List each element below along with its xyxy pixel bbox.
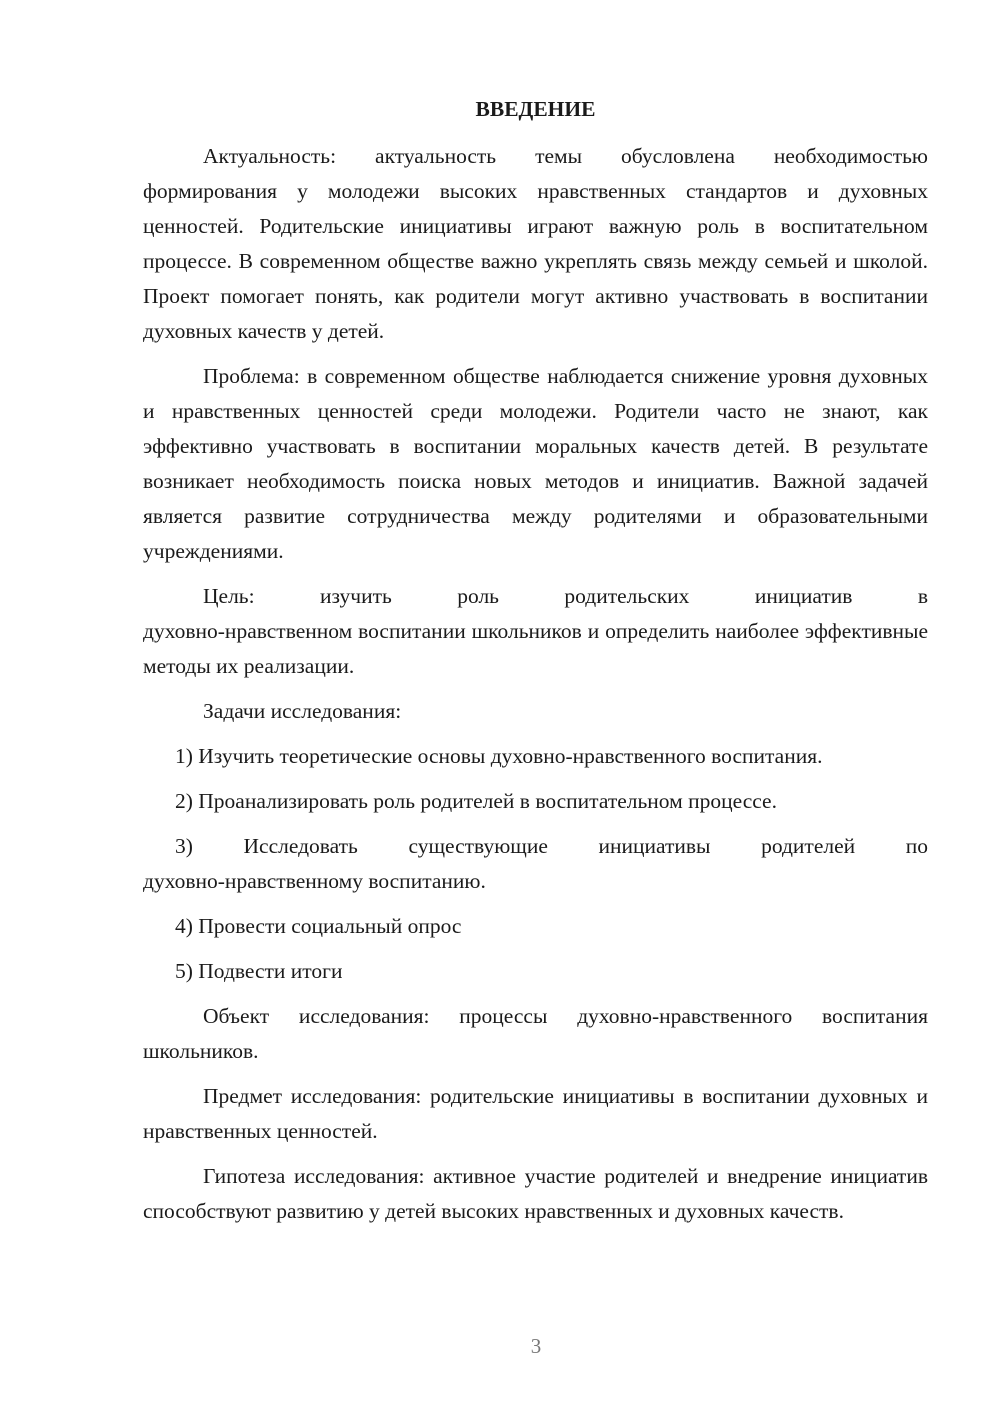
task-item-3 bbox=[143, 829, 928, 899]
page-number: 3 bbox=[530, 1334, 542, 1358]
goal-first-line: Цель: изучить роль родительских инициатив в bbox=[203, 584, 928, 608]
task-item-3-first-line: 3) Исследовать существующие инициативы родителей по bbox=[175, 834, 928, 858]
paragraph-hypothesis: Гипотеза исследования: активное участие родителей и внедрение инициатив способствуют развитию у детей высоких нравственных и духовных качеств. bbox=[143, 1164, 928, 1223]
paragraph-relevance: Актуальность: актуальность темы обусловлена необходимостью формирования у молодежи высоких нравственных стандартов и духовных ценностей. Родительские инициативы играют важную роль в воспитательном процессе. В современном обществе важно укреплять связь между семьей и школой. Проект помогает понять, как родители могут активно участвовать в воспитании духовных качеств у детей. bbox=[143, 144, 928, 343]
task-item-1: 1) Изучить теоретические основы духовно-нравственного воспитания. bbox=[175, 744, 823, 768]
paragraph-problem: Проблема: в современном обществе наблюдается снижение уровня духовных и нравственных ценностей среди молодежи. Родители часто не знают, как эффективно участвовать в воспитании моральных качеств детей. В результате возникает необходимость поиска новых методов и инициатив. Важной задачей является развитие сотрудничества между родителями и образовательными учреждениями. bbox=[143, 364, 928, 563]
task-item-4: 4) Провести социальный опрос bbox=[175, 914, 462, 938]
paragraph-goal bbox=[143, 579, 928, 684]
task-item-2: 2) Проанализировать роль родителей в воспитательном процессе. bbox=[175, 789, 777, 813]
goal-rest-lines: духовно-нравственном воспитании школьников и определить наиболее эффективные методы их реализации. bbox=[143, 619, 928, 678]
section-heading: ВВЕДЕНИЕ bbox=[475, 97, 596, 121]
paragraph-object: Объект исследования: процессы духовно-нравственного воспитания школьников. bbox=[143, 1004, 928, 1063]
task-item-5: 5) Подвести итоги bbox=[175, 959, 343, 983]
document-page bbox=[143, 92, 928, 1239]
tasks-title: Задачи исследования: bbox=[203, 699, 402, 723]
task-item-3-rest: духовно-нравственному воспитанию. bbox=[143, 869, 486, 893]
paragraph-subject: Предмет исследования: родительские инициативы в воспитании духовных и нравственных ценностей. bbox=[143, 1084, 928, 1143]
